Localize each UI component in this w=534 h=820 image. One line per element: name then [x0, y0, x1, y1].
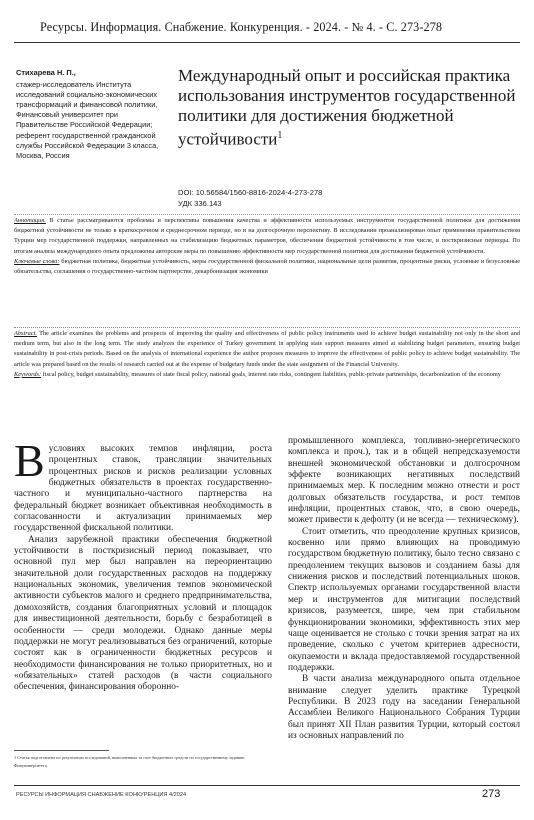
abstract-english: [14, 327, 520, 380]
abstract-russian: [14, 214, 520, 277]
footnote: 1 Статья подготовлена по результатам исследований, выполненных за счет бюджетных средств по государственному заданию Финуниверситета.: [14, 755, 245, 768]
footer-journal-name: РЕСУРСЫ ИНФОРМАЦИЯ СНАБЖЕНИЕ КОНКУРЕНЦИЯ 4/2024: [16, 792, 187, 798]
abstract-en-label: Abstract.: [14, 330, 37, 337]
header-divider: [14, 42, 520, 43]
body-column-left: [14, 435, 272, 694]
author-block: [16, 68, 166, 161]
body-paragraph: В части анализа международного опыта отдельное внимание следует уделить практике Турецкой Республики. В 2023 году на заседании Генеральной Ассамблеи Великого Национального Собрания Турции был принят XII План развития Турции, который состоял из основных направлений по: [288, 674, 520, 741]
author-affiliation: стажер-исследователь Института исследований социально-экономических трансформаций и финансовой политики, Финансовый университет при Правительстве Российской Федерации; референт государственной гражданской службы Российской Федерации 3 класса, Москва, Россия: [16, 80, 159, 160]
body-column-right: [288, 436, 520, 742]
page-number: 273: [482, 788, 501, 800]
footer-divider: [14, 785, 520, 786]
drop-cap: В: [14, 435, 45, 486]
body-paragraph: [14, 435, 272, 535]
body-paragraph: Стоит отметить, что преодоление крупных кризисов, косвенно или прямо влияющих на проводимую государством бюджетную политику, было тесно связано с преодолением текущих вызовов и созданием базы для снижения рисков и последствий потенциальных шоков. Спектр используемых органами государственной власти мер и инструментов для митигации последствий кризисов, разумеется, шире, чем при стабильном функционировании экономики, эффективность этих мер чаще оценивается не столько с точки зрения затрат на их проведение, сколько с учетом критериев адресности, окупаемости и вклада предоставляемой государственной поддержки.: [288, 526, 520, 673]
journal-header: Ресурсы. Информация. Снабжение. Конкуренция. - 2024. - № 4. - С. 273-278: [40, 20, 443, 34]
body-paragraph: Анализ зарубежной практики обеспечения бюджетной устойчивости в посткризисный период показывает, что основной пул мер был направлен на переориентацию значительной доли государственных расходов на поддержку национальных экономик, увеличения темпов экономической активности субъектов малого и среднего предпринимательства, домохозяйств, создания благоприятных условий и площадок для инвестиционной деятельности, борьбу с безработицей в особенности — среди молодежи. Однако данные меры поддержки не могут реализовываться без ограничений, которые состоят как в ограниченности бюджетных ресурсов и необходимости финансирования не только приоритетных, но и «обязательных» статей расходов (в части социального обеспечения, финансирования оборонно-: [14, 534, 272, 693]
paragraph-text: условиях высоких темпов инфляции, роста процентных ставок, трансляции значительных процентных рисков и рисков реализации условных бюджетных обязательств в проектах государственно-частного и муниципально-частного партнерства на федеральный бюджет возникает объективная необходимость в согласованности и актуализации принимаемых мер государственной фискальной политики.: [14, 444, 272, 534]
article-title: [178, 66, 518, 150]
body-paragraph: промышленного комплекса, топливно-энергетического комплекса и проч.), так и в общей непредсказуемости внешней экономической обстановки и долгосрочном эффекте возникающих негативных последствий принимаемых мер. К последним можно отнести и рост долговых обязательств государства, и рост темпов инфляции, процентных ставок, что, в свою очередь, может привести к дефолту (и не всегда — техническому).: [288, 436, 520, 526]
keywords-en-text: fiscal policy, budget sustainability, measures of state fiscal policy, national goals, interest rate risks, contingent liabilities, public-private partnerships, decarbonization of the economy: [41, 370, 501, 378]
footnote-divider: [14, 750, 109, 751]
title-footnote-marker: 1: [277, 130, 283, 141]
udc: УДК 336.143: [178, 199, 222, 208]
abstract-ru-label: Аннотация.: [14, 217, 46, 224]
abstract-en-text: The article examines the problems and prospects of improving the quality and effectiveness of public policy instruments used to achieve budget sustainability not only in the short and medium term, but also in the long term. The study analyzes the experience of Turkey government in applying state support measures aimed at stabilizing budget parameters, ensuring budget sustainability in post-crisis periods. Based on the analysis of international experience the author proposes measures to improve the effectiveness of public policy to achieve budget sustainability. The article was prepared based on the results of research carried out at the expense of budgetary funds under the state assignment of the Financial University.: [14, 330, 520, 368]
keywords-en-label: Keywords:: [14, 370, 42, 378]
article-title-text: Международный опыт и российская практика использования инструментов государственной политики для достижения бюджетной устойчивости: [178, 66, 516, 149]
author-name: Стихарева Н. П.,: [16, 68, 76, 77]
doi: DOI: 10.56584/1560-8816-2024-4-273-278: [178, 188, 323, 197]
keywords-ru-label: Ключевые слова:: [14, 257, 60, 265]
keywords-ru-text: бюджетная политика, бюджетная устойчивость, меры государственной фискальной политики, национальные цели развития, процентные риски, условные и безусловные обязательства, соглашения о государственно-частном партнерстве, декарбонизация экономики: [14, 257, 521, 276]
abstract-ru-text: В статье рассматриваются проблемы и перспективы повышения качества и эффективности используемых инструментов государственной политики для достижения бюджетной устойчивости не только в краткосрочном и среднесрочном периоде, но и на долгосрочную перспективу. В исследовании проанализирован опыт применения правительством Турции мер государственной поддержки, направленных на стабилизацию бюджетных параметров, обеспечения бюджетной устойчивости в том числе, в посткризисные периоды. По итогам анализа международного опыта предложены авторские меры по повышению эффективности мер государственной политики для достижения бюджетной устойчивости.: [14, 217, 520, 255]
article-identifiers: [178, 187, 322, 209]
